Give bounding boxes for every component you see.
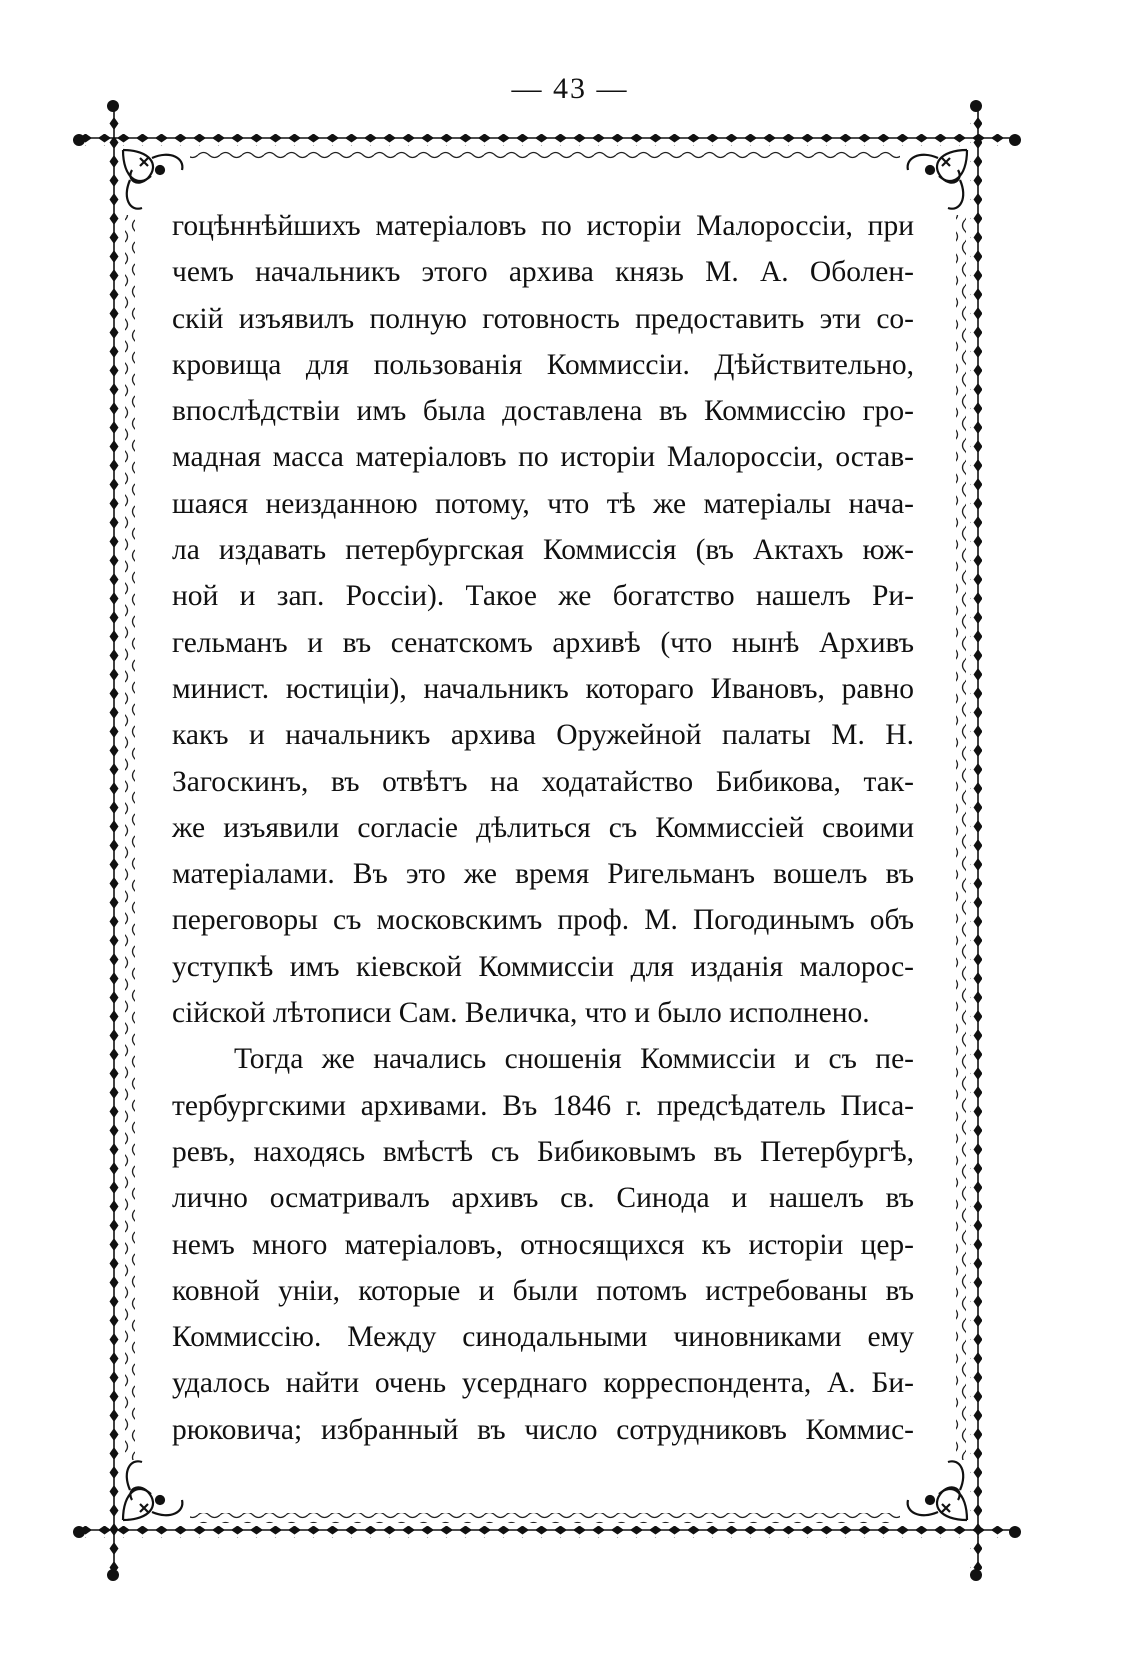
text-line: чемъ начальникъ этого архива князь М. А. Оболен- [172,256,914,289]
text-line: мадная масса матеріаловъ по исторіи Малороссіи, остав- [172,441,914,474]
text-line: скій изъявилъ полную готовность предоставить эти со- [172,302,914,335]
text-line: минист. юстиціи), начальникъ котораго Ивановъ, равно [172,672,914,705]
text-line: же изъявили согласіе дѣлиться съ Коммиссіей своими [172,811,914,844]
paragraph-1 [172,203,914,1036]
text-line: лично осматривалъ архивъ св. Синода и нашелъ въ [172,1182,914,1215]
top-chain-border [73,134,1021,146]
left-wavy-border [125,215,135,1460]
right-wavy-border [956,215,966,1460]
corner-ornament-top-left [123,150,182,209]
text-line: сійской лѣтописи Сам. Величка, что и было исполнено. [172,997,870,1030]
text-line: рюковича; избранный въ число сотрудниковъ Коммис- [172,1413,914,1446]
text-line: немъ много матеріаловъ, относящихся къ исторіи цер- [172,1228,914,1261]
text-line: переговоры съ московскимъ проф. М. Погодинымъ объ [172,904,914,937]
text-line: Тогда же начались сношенія Коммиссіи и съ пе- [234,1043,914,1076]
text-line: какъ и начальникъ архива Оружейной палаты М. Н. [172,719,914,752]
bottom-wavy-border [190,1513,900,1523]
text-line: шаяся неизданною потому, что тѣ же матеріалы нача- [172,487,914,520]
corner-ornament-bottom-left [123,1461,182,1520]
text-line: Коммиссію. Между синодальными чиновниками ему [172,1321,914,1354]
corner-ornament-bottom-right [908,1461,967,1520]
text-line: ной и зап. Россіи). Такое же богатство нашелъ Ри- [172,580,914,613]
paragraph-2 [172,1036,914,1453]
text-line: ковной уніи, которые и были потомъ истребованы въ [172,1274,914,1307]
text-line: гоцѣннѣйшихъ матеріаловъ по исторіи Малороссіи, при [172,210,914,242]
text-line: удалось найти очень усерднаго корреспондента, А. Би- [172,1367,914,1400]
right-chain-border [970,100,982,1581]
text-line: кровища для пользованія Коммиссіи. Дѣйствительно, [172,348,914,381]
text-line: гельманъ и въ сенатскомъ архивѣ (что нынѣ Архивъ [172,626,914,659]
body-text [172,203,914,1453]
text-line: Загоскинъ, въ отвѣтъ на ходатайство Бибикова, так- [172,765,914,798]
bottom-chain-border [73,1526,1021,1538]
left-chain-border [107,100,119,1581]
text-line: уступкѣ имъ кіевской Коммиссіи для изданія малорос- [172,950,914,983]
text-line: ла издавать петербургская Коммиссія (въ Актахъ юж- [172,534,914,567]
text-line: тербургскими архивами. Въ 1846 г. предсѣдатель Писа- [172,1089,914,1122]
page-number: — 43 — [511,72,629,105]
text-line: ревъ, находясь вмѣстѣ съ Бибиковымъ въ Петербургѣ, [172,1135,914,1168]
top-wavy-border [190,150,900,160]
corner-ornament-top-right [908,150,967,209]
text-line: впослѣдствіи имъ была доставлена въ Коммиссію гро- [172,395,914,428]
text-line: матеріалами. Въ это же время Ригельманъ вошелъ въ [172,858,914,891]
